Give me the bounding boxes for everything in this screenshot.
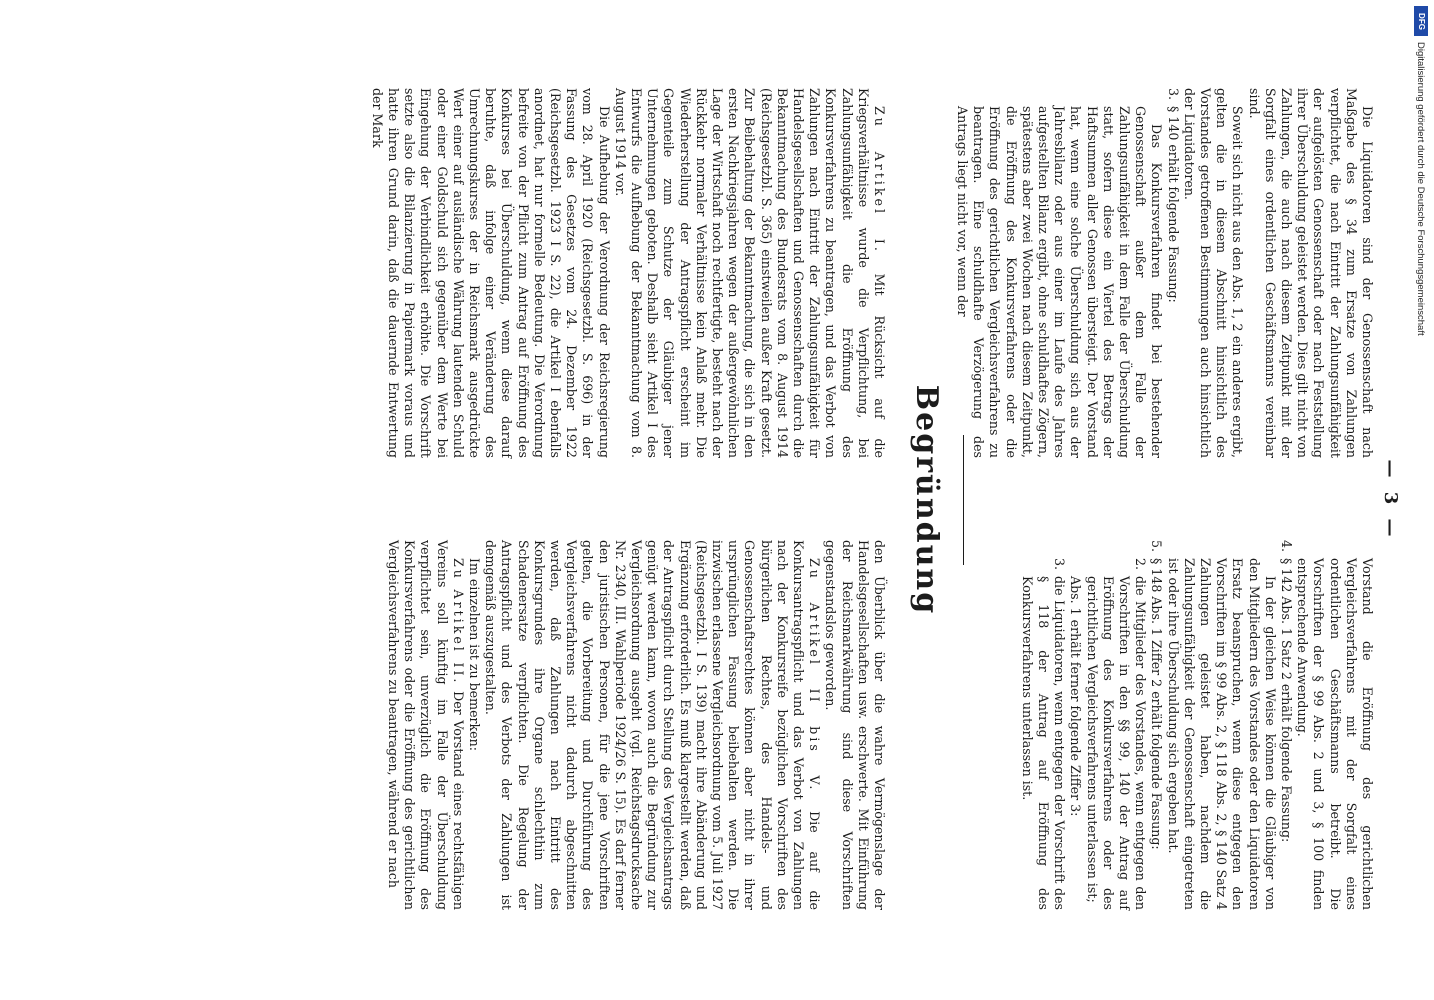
credit-text: Digitalisierung gefördert durch die Deutsche Forschungsgemeinschaft: [1415, 42, 1426, 336]
paragraph-text: Der Vorstand eines rechtsfähigen Vereins soll künftig im Falle der Überschuldung verpflichtet sein, unverzüglich die Eröffnung des Konkursverfahrens oder die Eröffnung des gerichtlichen Vergleichsverfahrens zu beantragen, während er nach: [385, 540, 466, 910]
dfg-logo: DFG: [1414, 6, 1428, 36]
digitization-credit: [1412, 42, 1428, 422]
item-text: § 140 erhält folgende Fassung:: [1165, 106, 1181, 303]
paragraph: Das Konkursverfahren findet bei bestehender Genossenschaft außer dem Falle der Zahlungsunfähigkeit in dem Falle der Überschuldung statt, sofern diese ein Viertel des Betrags der Haftsummen aller Genossen übersteigt. Der Vorstand hat, wenn eine solche Überschuldung sich aus der Jahresbilanz oder aus einer im Laufe des Jahres aufgestellten Bilanz ergibt, ohne schuldhaftes Zögern, spätestens aber zwei Wochen nach diesem Zeitpunkt, die Eröffnung des Konkursverfahrens oder die Eröffnung des gerichtlichen Vergleichsverfahrens zu beantragen. Eine schuldhafte Verzögerung des Antrags liegt nicht vor, wenn der: [954, 106, 1165, 458]
article-lead: Zu Artikel II bis V.: [807, 558, 823, 793]
item-number: 4.: [1278, 540, 1294, 553]
paragraph-text: Die auf die Konkursantragspflicht und das Verbot von Zahlungen nach der Konkursreife bezüglichen Vorschriften des bürgerlichen Rechtes, des Handels- und Genossenschaftsrechtes können aber nicht in ihrer ursprünglichen Fassung beibehalten werden. Die inzwischen erlassene Vergleichsordnung vom 5. Juli 1927 (Reichsgesetzbl. I S. 139) macht ihre Abänderung und Ergänzung erforderlich. Es muß klargestellt werden, daß der Antragspflicht durch Stellung des Vergleichsantrags genügt werden kann, wovon auch die Begründung zur Vergleichsordnung ausgeht (vgl. Reichstagsdrucksache Nr. 2340, III. Wahlperiode 1924/26 S. 15). Es darf ferner den juristischen Personen, für die jene Vorschriften gelten, die Vorbereitung und Durchführung des Vergleichsverfahrens nicht dadurch abgeschnitten werden, daß Zahlungen nach Eintritt des Konkursgrundes ihre Organe schlechthin zum Schadenersatze verpflichten. Die Regelung der Antragspflicht und des Verbots der Zahlungen ist demgemäß auszugestalten.: [483, 540, 823, 910]
article-lead: Zu Artikel II.: [450, 558, 466, 686]
section-heading: Begründung: [909, 384, 944, 616]
item-number: 2.: [1133, 558, 1149, 571]
paragraph: Soweit sich nicht aus den Abs. 1, 2 ein anderes ergibt, gelten die in diesem Abschnitt hinsichtlich des Vorstandes getroffenen Bestimmungen auch hinsichtlich der Liquidatoren.: [1181, 88, 1246, 458]
page-number: — 3 —: [1380, 459, 1401, 541]
paragraph: den Überblick über die wahre Vermögenslage der Handelsgesellschaften usw. erschwerte. Mit Einführung der Reichsmarkwährung sind diese Vorschriften gegenstandslos geworden.: [823, 540, 887, 910]
item-text: § 148 Abs. 1 Ziffer 2 erhält folgende Fassung:: [1149, 558, 1165, 850]
item-number: 3.: [1165, 88, 1181, 101]
paragraph: In der gleichen Weise können die Gläubiger von den Mitgliedern des Vorstandes oder den Liquidatoren Ersatz beanspruchen, wenn diese entgegen den Vorschriften im § 99 Abs. 2, § 118 Abs. 2, § 140 Satz 4 Zahlungen geleistet haben, nachdem die Zahlungsunfähigkeit der Genossenschaft eingetreten ist oder ihre Überschuldung sich ergeben hat.: [1165, 558, 1278, 910]
article-lead: Zu Artikel I.: [872, 106, 887, 254]
paragraph: [482, 540, 822, 910]
paragraph-text: Mit Rücksicht auf die Kriegsverhältnisse wurde die Verpflichtung, bei Zahlungsunfähigkeit die Eröffnung des Konkursverfahrens zu beantragen, und das Verbot von Zahlungen nach Eintritt der Zahlungsunfähigkeit für Handelsgesellschaften und Genossenschaften durch die Bekanntmachung des Bundesrats vom 8. August 1914 (Reichsgesetzbl. S. 365) einstweilen außer Kraft gesetzt. Zur Beibehaltung der Bekanntmachung, die sich in den ersten Nachkriegsjahren wegen der außergewöhnlichen Lage der Wirtschaft noch rechtfertigte, besteht nach der Rückkehr normaler Verhältnisse kein Anlaß mehr. Die Wiederherstellung der Antragspflicht erscheint im Gegenteile zum Schutze der Gläubiger jener Unternehmungen geboten. Deshalb sieht Artikel I des Entwurfs die Aufhebung der Bekanntmachung vom 8. August 1914 vor.: [612, 88, 887, 458]
section-divider: [963, 435, 964, 565]
scanned-page: [97, 0, 1434, 1000]
numbered-item: [1164, 88, 1180, 458]
paragraph: Die Aufhebung der Verordnung der Reichsregierung vom 28. April 1920 (Reichsgesetzbl. S. 696) in der Fassung des Gesetzes vom 24. Dezember 1922 (Reichsgesetzbl. 1923 I S. 22), die Artikel I ebenfalls anordnet, hat nur formelle Bedeutung. Die Verordnung befreite von der Pflicht zum Antrag auf Eröffnung des Konkurses bei Überschuldung, wenn diese darauf beruhte, daß infolge einer Veränderung des Umrechnungskurses der in Reichsmark ausgedrückte Wert einer auf ausländische Währung lautenden Schuld oder einer Goldschuld sich gegenüber dem Werte bei Eingehung der Verbindlichkeit erhöhte. Die Vorschrift setzte also die Bilanzierung in Papiermark voraus und hatte ihren Grund darin, daß die dauernde Entwertung der Mark: [369, 88, 612, 458]
sub-item: [1083, 540, 1148, 910]
paragraph: Im einzelnen ist zu bemerken:: [466, 558, 482, 751]
item-number: 3.: [1052, 558, 1068, 571]
paragraph: [385, 540, 466, 910]
numbered-item: [1148, 540, 1164, 910]
sub-item: [1019, 540, 1068, 910]
numbered-item: [1278, 540, 1294, 910]
paragraph: Die Liquidatoren sind der Genossenschaft nach Maßgabe des § 34 zum Ersatze von Zahlungen verpflichtet, die nach Eintritt der Zahlungsunfähigkeit der aufgelösten Genossenschaft oder nach Feststellung ihrer Überschuldung geleistet werden. Dies gilt nicht von Zahlungen, die auch nach diesem Zeitpunkt mit der Sorgfalt eines ordentlichen Geschäftsmanns vereinbar sind.: [1246, 88, 1375, 458]
item-number: 5.: [1149, 540, 1165, 553]
column-upper-left: [954, 88, 1375, 458]
item-text: § 142 Abs. 1 Satz 2 erhält folgende Fassung:: [1278, 558, 1294, 843]
paragraph: Vorstand die Eröffnung des gerichtlichen Vergleichsverfahrens mit der Sorgfalt eines ordentlichen Geschäftsmanns betreibt. Die Vorschriften der § 99 Abs. 2 und 3, § 100 finden entsprechende Anwendung.: [1295, 558, 1375, 910]
item-text: die Mitglieder des Vorstandes, wenn entgegen den Vorschriften in den §§ 99, 140 der Antrag auf Eröffnung des Konkursverfahrens oder des gerichtlichen Vergleichsverfahrens unterlassen ist;: [1084, 576, 1149, 910]
column-lower-right: [385, 540, 887, 910]
column-upper-right: [1019, 540, 1375, 910]
column-lower-left: [369, 88, 888, 458]
item-text: die Liquidatoren, wenn entgegen der Vorschrift des § 118 der Antrag auf Eröffnung des Konkursverfahrens unterlassen ist.: [1019, 576, 1068, 910]
paragraph: Abs. 1 erhält ferner folgende Ziffer 3:: [1068, 576, 1084, 817]
paragraph: [612, 88, 887, 458]
